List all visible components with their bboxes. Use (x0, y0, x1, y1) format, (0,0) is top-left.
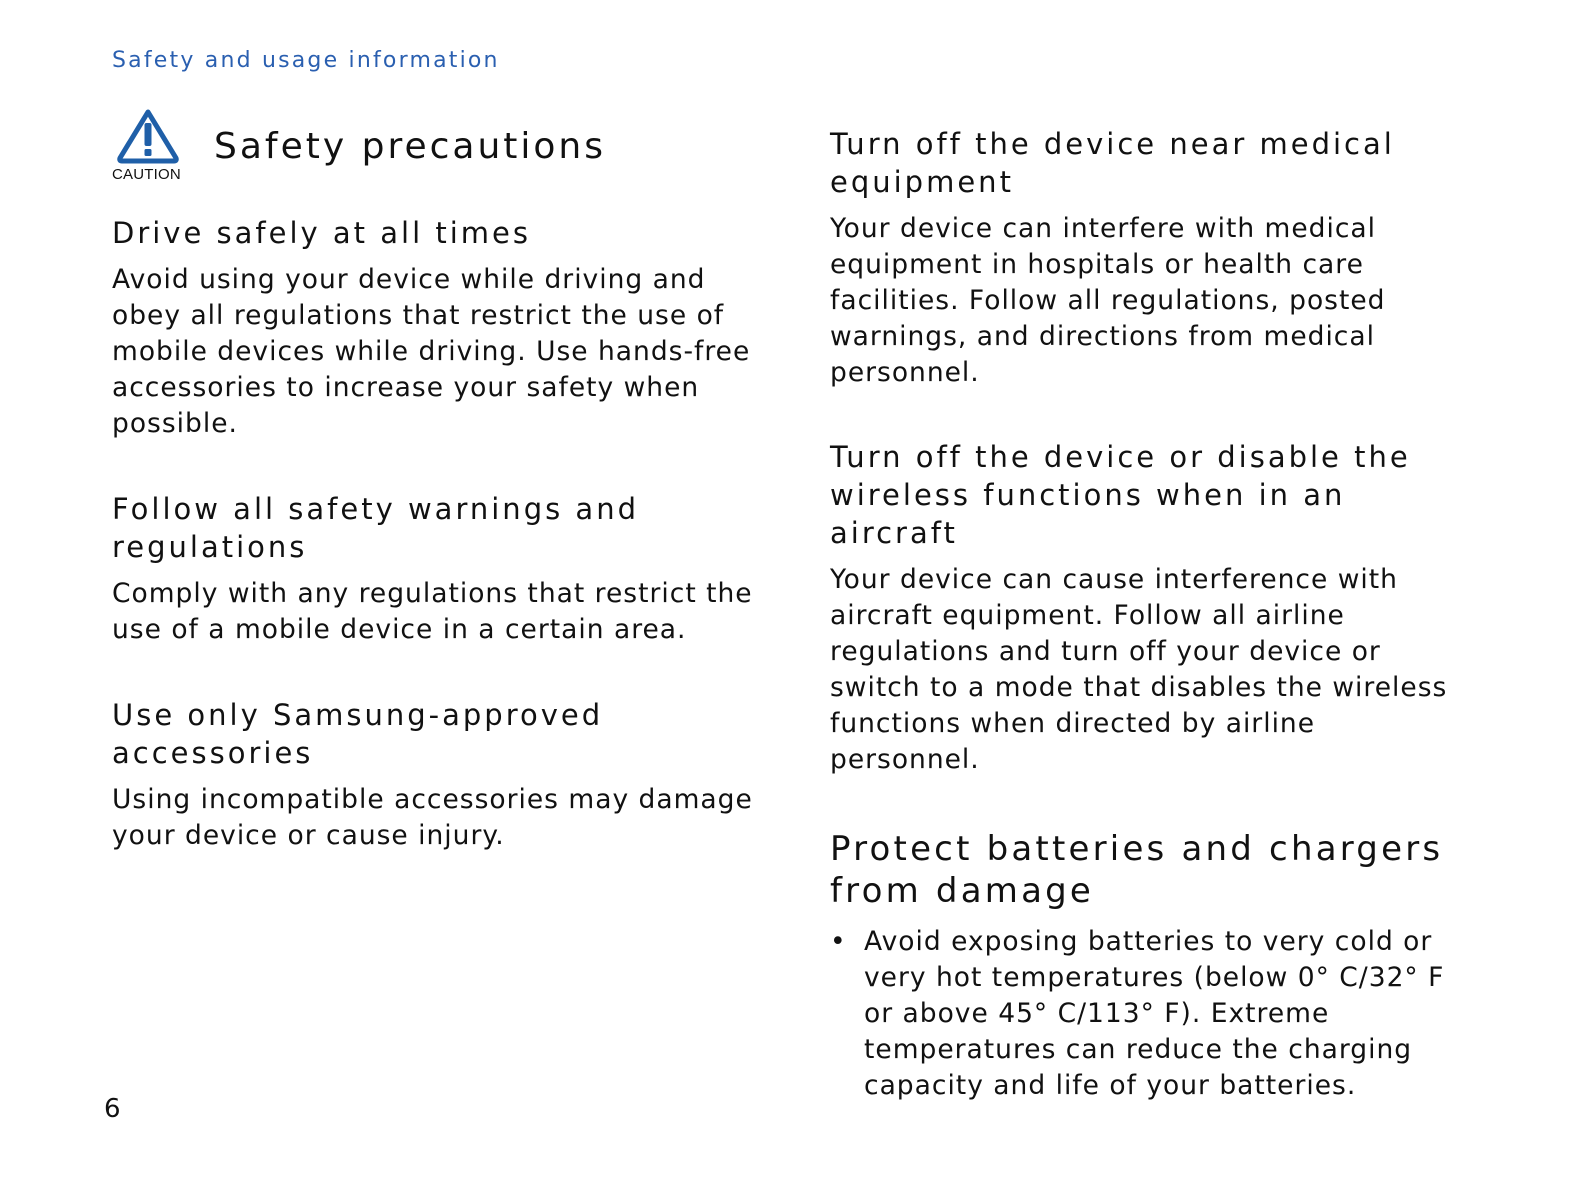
section-heading: Use only Samsung-approved accessories (112, 698, 604, 770)
caution-label: CAUTION (112, 166, 181, 183)
section-body: Avoid using your device while driving and obey all regulations that restrict the use of mobile devices while driving. Use hands-free accessories to increase your safety when possible. (112, 264, 751, 439)
section-body: Using incompatible accessories may damage your device or cause injury. (112, 784, 753, 851)
list-item (830, 924, 1470, 1104)
list-item-text: Avoid exposing batteries to very cold or very hot temperatures (below 0° C/32° F or above 45° C/113° F). Extreme temperatures can reduce the charging capacity and life of your batteries. (864, 926, 1445, 1101)
drive-safely-section (112, 214, 762, 442)
section-body: Comply with any regulations that restrict the use of a mobile device in a certain area. (112, 578, 753, 645)
caution-badge (112, 108, 188, 188)
page-number: 6 (104, 1094, 121, 1124)
batteries-heading: Protect batteries and chargers from damage (830, 829, 1444, 911)
section-heading: Turn off the device or disable the wireless functions when in an aircraft (830, 440, 1411, 550)
section-heading: Drive safely at all times (112, 216, 531, 250)
section-heading: Turn off the device near medical equipment (830, 127, 1395, 199)
medical-equipment-section (830, 125, 1470, 391)
section-heading: Follow all safety warnings and regulations (112, 492, 639, 564)
caution-warning-icon (116, 108, 180, 164)
section-body: Your device can interfere with medical equipment in hospitals or health care facilities. Follow all regulations, posted warnings, and directions from medical personnel. (830, 213, 1386, 388)
aircraft-section (830, 438, 1470, 778)
page-header: Safety and usage information (112, 48, 500, 73)
batteries-list (830, 924, 1470, 1104)
section-title: Safety precautions (214, 126, 606, 167)
batteries-section (830, 828, 1470, 1104)
approved-accessories-section (112, 696, 762, 854)
bullet-marker: • (830, 926, 847, 957)
safety-warnings-section (112, 490, 762, 648)
section-body: Your device can cause interference with aircraft equipment. Follow all airline regulations and turn off your device or switch to a mode that disables the wireless functions when directed by airline personnel. (830, 564, 1448, 775)
